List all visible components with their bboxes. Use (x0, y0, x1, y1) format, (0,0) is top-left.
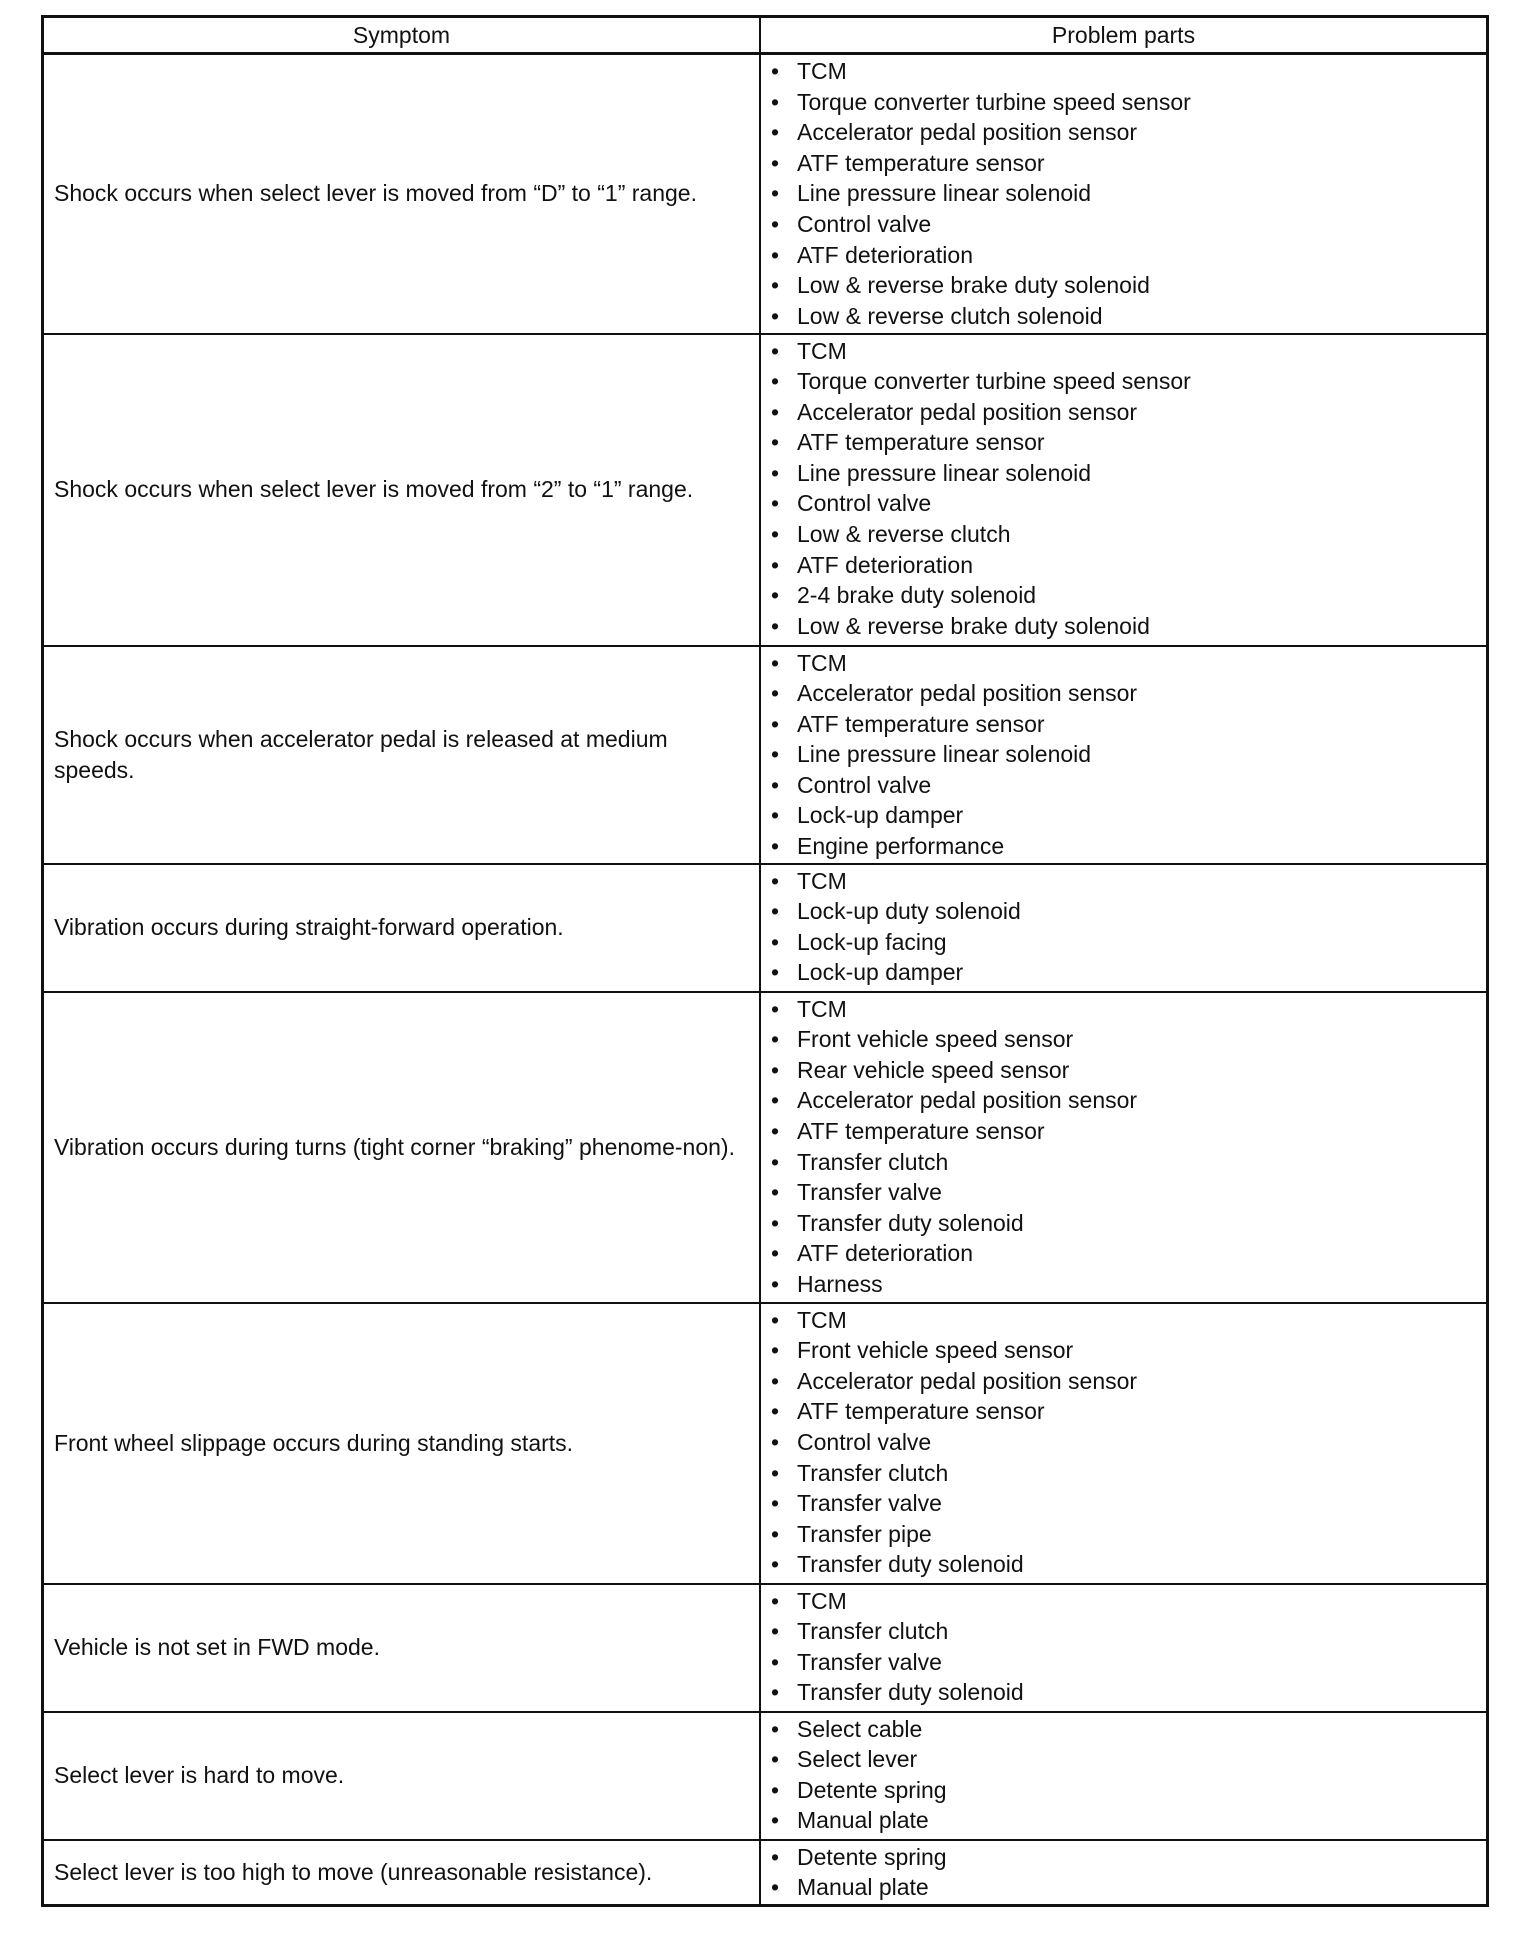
part-label: Transfer valve (797, 1179, 942, 1206)
part-label: TCM (797, 58, 847, 84)
table-row (43, 1584, 1488, 1712)
problem-parts-cell (760, 646, 1488, 864)
parts-list (771, 1842, 1486, 1903)
bullet-icon: • (771, 1337, 780, 1364)
list-item (771, 927, 1486, 958)
bullet-icon: • (771, 1648, 780, 1675)
bullet-icon: • (771, 58, 780, 84)
list-item (771, 1269, 1486, 1300)
bullet-icon: • (771, 398, 780, 425)
list-item (771, 709, 1486, 740)
bullet-icon: • (771, 582, 780, 609)
list-item (771, 896, 1486, 927)
part-label: Transfer clutch (797, 1148, 949, 1175)
bullet-icon: • (771, 1118, 780, 1145)
symptom-cell: Vehicle is not set in FWD mode. (43, 1584, 761, 1712)
bullet-icon: • (771, 1551, 780, 1578)
part-label: Control valve (797, 771, 932, 798)
list-item (771, 678, 1486, 709)
part-label: Transfer duty solenoid (797, 1679, 1024, 1706)
list-item (771, 366, 1486, 397)
part-label: ATF temperature sensor (797, 710, 1045, 737)
bullet-icon: • (771, 490, 780, 517)
parts-list (771, 866, 1486, 988)
bullet-icon: • (771, 1179, 780, 1206)
table-body (43, 54, 1488, 1906)
list-item (771, 1616, 1486, 1647)
list-item (771, 1549, 1486, 1580)
bullet-icon: • (771, 1056, 780, 1083)
bullet-icon: • (771, 1087, 780, 1114)
list-item (771, 270, 1486, 301)
list-item (771, 1305, 1486, 1336)
list-item (771, 648, 1486, 679)
part-label: Engine performance (797, 833, 1005, 860)
part-label: Accelerator pedal position sensor (797, 680, 1138, 707)
part-label: Accelerator pedal position sensor (797, 119, 1138, 146)
bullet-icon: • (771, 1306, 780, 1333)
bullet-icon: • (771, 1746, 780, 1773)
list-item (771, 519, 1486, 550)
bullet-icon: • (771, 1679, 780, 1706)
part-label: Low & reverse brake duty solenoid (797, 272, 1150, 299)
bullet-icon: • (771, 1240, 780, 1267)
table-row (43, 1840, 1488, 1906)
bullet-icon: • (771, 995, 780, 1022)
problem-parts-cell (760, 1840, 1488, 1906)
part-label: Torque converter turbine speed sensor (797, 88, 1191, 115)
parts-list (771, 648, 1486, 862)
list-item (771, 580, 1486, 611)
bullet-icon: • (771, 429, 780, 456)
problem-parts-cell (760, 864, 1488, 992)
part-label: ATF deterioration (797, 551, 973, 578)
bullet-icon: • (771, 833, 780, 860)
problem-parts-cell (760, 1303, 1488, 1584)
bullet-icon: • (771, 1618, 780, 1645)
bullet-icon: • (771, 898, 780, 925)
bullet-icon: • (771, 741, 780, 768)
part-label: Detente spring (797, 1843, 947, 1870)
list-item (771, 550, 1486, 581)
list-item (771, 1177, 1486, 1208)
part-label: Lock-up damper (797, 802, 964, 829)
part-label: Accelerator pedal position sensor (797, 398, 1138, 425)
bullet-icon: • (771, 680, 780, 707)
parts-list (771, 1305, 1486, 1580)
symptom-cell: Shock occurs when select lever is moved from “D” to “1” range. (43, 54, 761, 334)
part-label: Lock-up duty solenoid (797, 898, 1021, 925)
problem-parts-cell (760, 54, 1488, 334)
table-row (43, 334, 1488, 646)
bullet-icon: • (771, 1520, 780, 1547)
table-row (43, 992, 1488, 1303)
symptom-cell: Shock occurs when accelerator pedal is released at medium speeds. (43, 646, 761, 864)
part-label: Transfer valve (797, 1648, 942, 1675)
list-item (771, 1842, 1486, 1873)
parts-list (771, 336, 1486, 642)
part-label: TCM (797, 649, 847, 676)
bullet-icon: • (771, 1874, 780, 1901)
list-item (771, 397, 1486, 428)
part-label: Manual plate (797, 1807, 929, 1834)
parts-list (771, 1714, 1486, 1836)
bullet-icon: • (771, 368, 780, 395)
bullet-icon: • (771, 1715, 780, 1742)
part-label: Line pressure linear solenoid (797, 180, 1092, 207)
parts-list (771, 994, 1486, 1300)
problem-parts-header: Problem parts (760, 17, 1488, 54)
symptom-cell: Shock occurs when select lever is moved from “2” to “1” range. (43, 334, 761, 646)
list-item (771, 148, 1486, 179)
list-item (771, 1366, 1486, 1397)
bullet-icon: • (771, 1459, 780, 1486)
bullet-icon: • (771, 928, 780, 955)
part-label: Transfer clutch (797, 1618, 949, 1645)
bullet-icon: • (771, 302, 780, 329)
list-item (771, 87, 1486, 118)
list-item (771, 866, 1486, 897)
list-item (771, 488, 1486, 519)
bullet-icon: • (771, 1776, 780, 1803)
part-label: TCM (797, 337, 847, 364)
problem-parts-cell (760, 1712, 1488, 1840)
part-label: ATF temperature sensor (797, 1118, 1045, 1145)
bullet-icon: • (771, 337, 780, 364)
list-item (771, 1519, 1486, 1550)
part-label: Manual plate (797, 1874, 929, 1901)
list-item (771, 611, 1486, 642)
bullet-icon: • (771, 210, 780, 237)
part-label: Control valve (797, 210, 932, 237)
bullet-icon: • (771, 1843, 780, 1870)
list-item (771, 957, 1486, 988)
bullet-icon: • (771, 710, 780, 737)
part-label: ATF deterioration (797, 1240, 973, 1267)
list-item (771, 427, 1486, 458)
part-label: TCM (797, 867, 847, 894)
bullet-icon: • (771, 1398, 780, 1425)
table-row (43, 1712, 1488, 1840)
part-label: Torque converter turbine speed sensor (797, 368, 1191, 395)
list-item (771, 56, 1486, 87)
bullet-icon: • (771, 521, 780, 548)
part-label: Low & reverse brake duty solenoid (797, 612, 1150, 639)
bullet-icon: • (771, 867, 780, 894)
part-label: Accelerator pedal position sensor (797, 1087, 1138, 1114)
list-item (771, 1714, 1486, 1745)
list-item (771, 994, 1486, 1025)
bullet-icon: • (771, 241, 780, 268)
part-label: TCM (797, 1587, 847, 1614)
list-item (771, 1647, 1486, 1678)
list-item (771, 1116, 1486, 1147)
part-label: Transfer duty solenoid (797, 1551, 1024, 1578)
symptom-cell: Vibration occurs during turns (tight corner “braking” phenome-non). (43, 992, 761, 1303)
bullet-icon: • (771, 1367, 780, 1394)
part-label: TCM (797, 1306, 847, 1333)
part-label: Control valve (797, 1429, 932, 1456)
table-row (43, 1303, 1488, 1584)
part-label: Rear vehicle speed sensor (797, 1056, 1070, 1083)
table-row (43, 646, 1488, 864)
bullet-icon: • (771, 959, 780, 986)
part-label: 2-4 brake duty solenoid (797, 582, 1037, 609)
problem-parts-cell (760, 992, 1488, 1303)
symptom-header: Symptom (43, 17, 761, 54)
list-item (771, 1024, 1486, 1055)
list-item (771, 117, 1486, 148)
bullet-icon: • (771, 649, 780, 676)
part-label: Detente spring (797, 1776, 947, 1803)
symptom-cell: Select lever is hard to move. (43, 1712, 761, 1840)
bullet-icon: • (771, 272, 780, 299)
bullet-icon: • (771, 802, 780, 829)
part-label: Low & reverse clutch (797, 521, 1011, 548)
bullet-icon: • (771, 1148, 780, 1175)
part-label: Front vehicle speed sensor (797, 1337, 1074, 1364)
list-item (771, 1238, 1486, 1269)
list-item (771, 1208, 1486, 1239)
list-item (771, 240, 1486, 271)
table-row (43, 864, 1488, 992)
part-label: Harness (797, 1271, 883, 1297)
part-label: Transfer pipe (797, 1520, 932, 1547)
bullet-icon: • (771, 1490, 780, 1517)
part-label: Low & reverse clutch solenoid (797, 302, 1103, 329)
part-label: Control valve (797, 490, 932, 517)
list-item (771, 1775, 1486, 1806)
bullet-icon: • (771, 1209, 780, 1236)
part-label: TCM (797, 995, 847, 1022)
bullet-icon: • (771, 88, 780, 115)
list-item (771, 209, 1486, 240)
list-item (771, 831, 1486, 862)
list-item (771, 178, 1486, 209)
symptom-cell: Front wheel slippage occurs during standing starts. (43, 1303, 761, 1584)
list-item (771, 1744, 1486, 1775)
list-item (771, 1055, 1486, 1086)
part-label: Lock-up facing (797, 928, 947, 955)
bullet-icon: • (771, 1587, 780, 1614)
bullet-icon: • (771, 119, 780, 146)
part-label: Transfer valve (797, 1490, 942, 1517)
problem-parts-cell (760, 1584, 1488, 1712)
part-label: ATF temperature sensor (797, 429, 1045, 456)
list-item (771, 1586, 1486, 1617)
bullet-icon: • (771, 1429, 780, 1456)
list-item (771, 1396, 1486, 1427)
list-item (771, 1458, 1486, 1489)
symptom-cell: Select lever is too high to move (unreasonable resistance). (43, 1840, 761, 1906)
bullet-icon: • (771, 149, 780, 176)
list-item (771, 1488, 1486, 1519)
table-row (43, 54, 1488, 334)
list-item (771, 1677, 1486, 1708)
bullet-icon: • (771, 1807, 780, 1834)
list-item (771, 1335, 1486, 1366)
parts-list (771, 56, 1486, 331)
symptom-cell: Vibration occurs during straight-forward operation. (43, 864, 761, 992)
list-item (771, 1085, 1486, 1116)
part-label: Transfer clutch (797, 1459, 949, 1486)
bullet-icon: • (771, 1271, 780, 1297)
bullet-icon: • (771, 459, 780, 486)
part-label: Transfer duty solenoid (797, 1209, 1024, 1236)
list-item (771, 1427, 1486, 1458)
bullet-icon: • (771, 551, 780, 578)
list-item (771, 739, 1486, 770)
list-item (771, 458, 1486, 489)
list-item (771, 1147, 1486, 1178)
list-item (771, 800, 1486, 831)
part-label: Select cable (797, 1715, 923, 1742)
part-label: Select lever (797, 1746, 918, 1773)
part-label: ATF temperature sensor (797, 149, 1045, 176)
list-item (771, 1872, 1486, 1903)
header-row (43, 17, 1488, 54)
list-item (771, 336, 1486, 367)
bullet-icon: • (771, 1026, 780, 1053)
bullet-icon: • (771, 771, 780, 798)
list-item (771, 770, 1486, 801)
bullet-icon: • (771, 612, 780, 639)
parts-list (771, 1586, 1486, 1708)
part-label: ATF temperature sensor (797, 1398, 1045, 1425)
bullet-icon: • (771, 180, 780, 207)
part-label: Front vehicle speed sensor (797, 1026, 1074, 1053)
part-label: Line pressure linear solenoid (797, 741, 1092, 768)
list-item (771, 301, 1486, 332)
part-label: ATF deterioration (797, 241, 973, 268)
part-label: Line pressure linear solenoid (797, 459, 1092, 486)
problem-parts-cell (760, 334, 1488, 646)
symptom-table (41, 15, 1489, 1907)
part-label: Lock-up damper (797, 959, 964, 986)
list-item (771, 1805, 1486, 1836)
part-label: Accelerator pedal position sensor (797, 1367, 1138, 1394)
